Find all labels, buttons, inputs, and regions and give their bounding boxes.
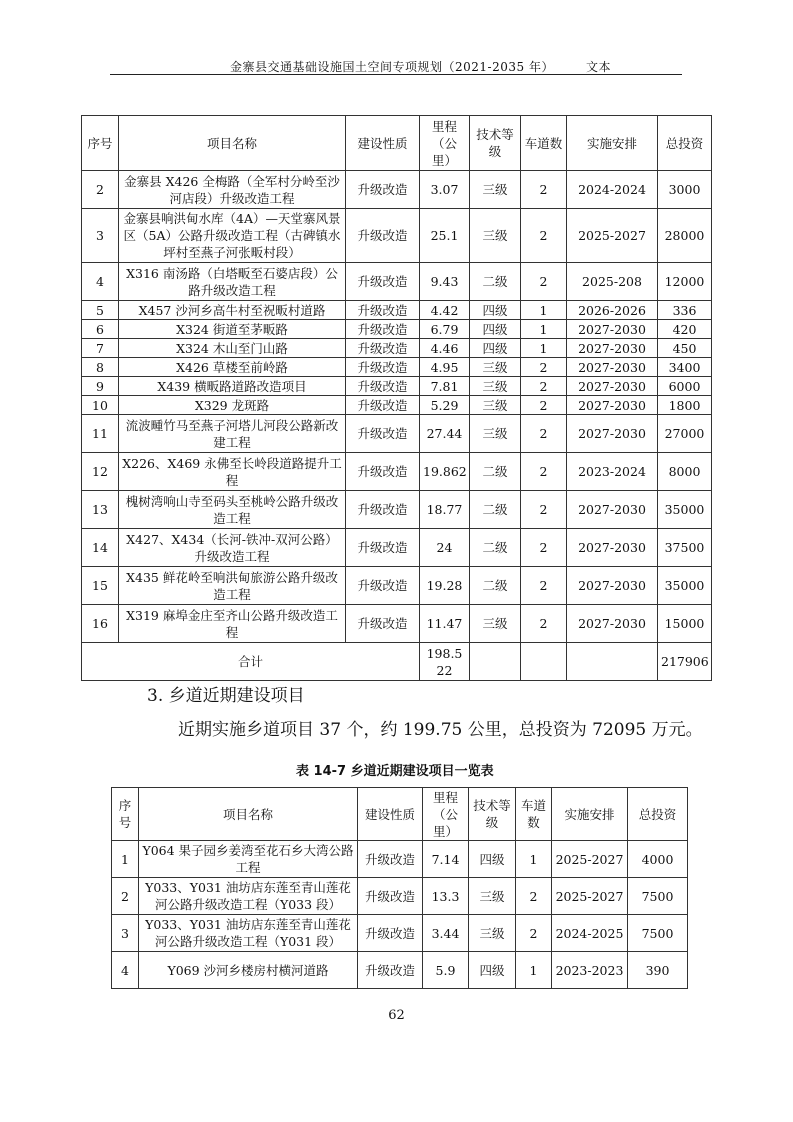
cell-lanes: 2: [521, 567, 567, 605]
cell-no: 4: [112, 952, 139, 989]
cell-type: 升级改造: [358, 841, 423, 878]
table-row: [82, 263, 712, 301]
cell-km: 5.29: [420, 396, 470, 415]
cell-km: 19.28: [420, 567, 470, 605]
cell-invest: 28000: [658, 209, 712, 263]
cell-grade: 四级: [469, 952, 516, 989]
header-doc-type: 文本: [585, 60, 611, 74]
cell-name: X226、X469 永佛至长岭段道路提升工程: [119, 453, 346, 491]
cell-type: 升级改造: [358, 915, 423, 952]
cell-km: 4.95: [420, 358, 470, 377]
township-road-projects-table: [111, 787, 688, 989]
cell-grade: 四级: [470, 339, 521, 358]
total-empty: [521, 643, 567, 681]
cell-schedule: 2027-2030: [567, 377, 658, 396]
cell-type: 升级改造: [346, 453, 420, 491]
cell-type: 升级改造: [346, 491, 420, 529]
cell-km: 6.79: [420, 320, 470, 339]
cell-grade: 二级: [470, 453, 521, 491]
table-row: [112, 878, 688, 915]
cell-grade: 三级: [470, 605, 521, 643]
table-row: [112, 841, 688, 878]
cell-schedule: 2027-2030: [567, 320, 658, 339]
cell-name: X426 草楼至前岭路: [119, 358, 346, 377]
cell-no: 12: [82, 453, 119, 491]
cell-grade: 二级: [470, 263, 521, 301]
cell-grade: 三级: [470, 171, 521, 209]
cell-no: 7: [82, 339, 119, 358]
cell-name: Y033、Y031 油坊店东莲至青山莲花河公路升级改造工程（Y031 段）: [139, 915, 358, 952]
column-header: 总投资: [628, 788, 688, 841]
cell-lanes: 2: [521, 453, 567, 491]
table2-body: [112, 841, 688, 989]
cell-lanes: 2: [516, 878, 552, 915]
table-row: [82, 320, 712, 339]
cell-schedule: 2024-2025: [552, 915, 628, 952]
cell-type: 升级改造: [346, 377, 420, 396]
cell-invest: 8000: [658, 453, 712, 491]
cell-km: 7.14: [423, 841, 469, 878]
table-row: [82, 415, 712, 453]
total-km: 198.522: [420, 643, 470, 681]
cell-km: 5.9: [423, 952, 469, 989]
column-header: 实施安排: [567, 116, 658, 171]
cell-name: X319 麻埠金庄至齐山公路升级改造工程: [119, 605, 346, 643]
cell-lanes: 2: [521, 358, 567, 377]
table2-header-row: [112, 788, 688, 841]
table-row: [82, 567, 712, 605]
page-number: 62: [388, 1008, 405, 1023]
cell-schedule: 2025-2027: [567, 209, 658, 263]
cell-lanes: 1: [521, 301, 567, 320]
cell-type: 升级改造: [358, 878, 423, 915]
cell-name: Y064 果子园乡姜湾至花石乡大湾公路工程: [139, 841, 358, 878]
table-row: [82, 301, 712, 320]
cell-name: 槐树湾响山寺至码头至桃岭公路升级改造工程: [119, 491, 346, 529]
table-row: [82, 396, 712, 415]
cell-type: 升级改造: [346, 320, 420, 339]
cell-lanes: 2: [521, 377, 567, 396]
cell-schedule: 2026-2026: [567, 301, 658, 320]
table-row: [82, 209, 712, 263]
column-header: 里程（公里）: [420, 116, 470, 171]
cell-invest: 336: [658, 301, 712, 320]
cell-name: X439 横畈路道路改造项目: [119, 377, 346, 396]
cell-invest: 4000: [628, 841, 688, 878]
cell-grade: 四级: [469, 841, 516, 878]
table-row: [82, 529, 712, 567]
cell-km: 4.46: [420, 339, 470, 358]
cell-type: 升级改造: [346, 171, 420, 209]
cell-type: 升级改造: [346, 415, 420, 453]
cell-lanes: 1: [516, 841, 552, 878]
column-header: 技术等级: [469, 788, 516, 841]
table-caption: 表 14-7 乡道近期建设项目一览表: [296, 764, 494, 779]
cell-km: 3.07: [420, 171, 470, 209]
column-header: 车道数: [521, 116, 567, 171]
table-row: [82, 339, 712, 358]
cell-invest: 7500: [628, 915, 688, 952]
cell-km: 11.47: [420, 605, 470, 643]
cell-no: 5: [82, 301, 119, 320]
header-title: 金寨县交通基础设施国土空间专项规划（2021-2035 年）: [230, 60, 554, 74]
table-row: [112, 952, 688, 989]
cell-lanes: 2: [521, 263, 567, 301]
cell-no: 3: [112, 915, 139, 952]
cell-km: 3.44: [423, 915, 469, 952]
cell-schedule: 2025-2027: [552, 841, 628, 878]
cell-type: 升级改造: [346, 209, 420, 263]
cell-type: 升级改造: [358, 952, 423, 989]
column-header: 建设性质: [358, 788, 423, 841]
cell-schedule: 2027-2030: [567, 415, 658, 453]
cell-no: 6: [82, 320, 119, 339]
cell-type: 升级改造: [346, 339, 420, 358]
cell-no: 3: [82, 209, 119, 263]
cell-invest: 12000: [658, 263, 712, 301]
cell-invest: 27000: [658, 415, 712, 453]
section-title: 3. 乡道近期建设项目: [147, 686, 305, 706]
summary-paragraph: 近期实施乡道项目 37 个，约 199.75 公里，总投资为 72095 万元。: [178, 720, 703, 740]
cell-lanes: 2: [516, 915, 552, 952]
cell-km: 18.77: [420, 491, 470, 529]
table-row: [82, 358, 712, 377]
cell-invest: 35000: [658, 567, 712, 605]
header-rule: [110, 74, 682, 75]
table-row: [82, 453, 712, 491]
cell-grade: 二级: [470, 529, 521, 567]
running-header: [230, 58, 611, 75]
cell-invest: 35000: [658, 491, 712, 529]
cell-name: X324 木山至门山路: [119, 339, 346, 358]
cell-type: 升级改造: [346, 529, 420, 567]
cell-schedule: 2027-2030: [567, 358, 658, 377]
cell-name: 流波畽竹马至燕子河塔儿河段公路新改建工程: [119, 415, 346, 453]
cell-name: X427、X434（长河-铁冲-双河公路）升级改造工程: [119, 529, 346, 567]
cell-name: X457 沙河乡高牛村至祝畈村道路: [119, 301, 346, 320]
cell-grade: 三级: [470, 377, 521, 396]
table-row: [112, 915, 688, 952]
cell-invest: 420: [658, 320, 712, 339]
cell-type: 升级改造: [346, 263, 420, 301]
total-empty: [470, 643, 521, 681]
cell-no: 1: [112, 841, 139, 878]
cell-no: 8: [82, 358, 119, 377]
cell-grade: 三级: [470, 358, 521, 377]
cell-km: 24: [420, 529, 470, 567]
column-header: 技术等级: [470, 116, 521, 171]
cell-lanes: 2: [521, 415, 567, 453]
cell-no: 4: [82, 263, 119, 301]
cell-lanes: 1: [521, 320, 567, 339]
table-row: [82, 171, 712, 209]
cell-lanes: 2: [521, 529, 567, 567]
cell-invest: 1800: [658, 396, 712, 415]
cell-invest: 390: [628, 952, 688, 989]
cell-km: 9.43: [420, 263, 470, 301]
cell-schedule: 2027-2030: [567, 529, 658, 567]
cell-no: 10: [82, 396, 119, 415]
cell-invest: 3000: [658, 171, 712, 209]
cell-type: 升级改造: [346, 358, 420, 377]
table-row: [82, 605, 712, 643]
cell-schedule: 2024-2024: [567, 171, 658, 209]
cell-grade: 三级: [469, 915, 516, 952]
cell-name: 金寨县响洪甸水库（4A）—天堂寨风景区（5A）公路升级改造工程（古碑镇水坪村至燕子河张畈村段）: [119, 209, 346, 263]
cell-no: 2: [112, 878, 139, 915]
cell-name: Y033、Y031 油坊店东莲至青山莲花河公路升级改造工程（Y033 段）: [139, 878, 358, 915]
cell-lanes: 2: [521, 491, 567, 529]
cell-grade: 四级: [470, 301, 521, 320]
cell-no: 2: [82, 171, 119, 209]
cell-km: 27.44: [420, 415, 470, 453]
cell-schedule: 2025-2027: [552, 878, 628, 915]
total-invest: 217906: [658, 643, 712, 681]
cell-invest: 450: [658, 339, 712, 358]
total-label: 合计: [82, 643, 420, 681]
column-header: 里程（公里）: [423, 788, 469, 841]
cell-lanes: 2: [521, 605, 567, 643]
cell-no: 11: [82, 415, 119, 453]
cell-lanes: 2: [521, 171, 567, 209]
column-header: 总投资: [658, 116, 712, 171]
cell-grade: 三级: [470, 396, 521, 415]
cell-name: X435 鲜花岭至响洪甸旅游公路升级改造工程: [119, 567, 346, 605]
cell-invest: 3400: [658, 358, 712, 377]
cell-km: 25.1: [420, 209, 470, 263]
cell-grade: 三级: [470, 209, 521, 263]
cell-grade: 三级: [470, 415, 521, 453]
table1-header-row: [82, 116, 712, 171]
table-row: [82, 377, 712, 396]
cell-km: 4.42: [420, 301, 470, 320]
cell-schedule: 2025-208: [567, 263, 658, 301]
cell-type: 升级改造: [346, 301, 420, 320]
column-header: 序号: [82, 116, 119, 171]
cell-no: 14: [82, 529, 119, 567]
cell-grade: 三级: [469, 878, 516, 915]
cell-invest: 37500: [658, 529, 712, 567]
cell-schedule: 2027-2030: [567, 491, 658, 529]
cell-no: 13: [82, 491, 119, 529]
county-road-projects-table: [81, 115, 712, 681]
column-header: 实施安排: [552, 788, 628, 841]
cell-schedule: 2027-2030: [567, 339, 658, 358]
cell-name: 金寨县 X426 全梅路（全军村分岭至沙河店段）升级改造工程: [119, 171, 346, 209]
total-empty: [567, 643, 658, 681]
cell-grade: 二级: [470, 567, 521, 605]
column-header: 序号: [112, 788, 139, 841]
table1-body: [82, 171, 712, 681]
cell-grade: 二级: [470, 491, 521, 529]
total-row: [82, 643, 712, 681]
cell-km: 19.862: [420, 453, 470, 491]
cell-no: 9: [82, 377, 119, 396]
cell-lanes: 1: [516, 952, 552, 989]
cell-type: 升级改造: [346, 605, 420, 643]
cell-invest: 7500: [628, 878, 688, 915]
cell-name: Y069 沙河乡楼房村横河道路: [139, 952, 358, 989]
cell-invest: 6000: [658, 377, 712, 396]
cell-invest: 15000: [658, 605, 712, 643]
cell-type: 升级改造: [346, 567, 420, 605]
cell-name: X329 龙斑路: [119, 396, 346, 415]
cell-name: X316 南汤路（白塔畈至石婆店段）公路升级改造工程: [119, 263, 346, 301]
cell-schedule: 2023-2023: [552, 952, 628, 989]
cell-km: 13.3: [423, 878, 469, 915]
cell-schedule: 2023-2024: [567, 453, 658, 491]
cell-lanes: 2: [521, 209, 567, 263]
cell-schedule: 2027-2030: [567, 605, 658, 643]
column-header: 项目名称: [119, 116, 346, 171]
column-header: 建设性质: [346, 116, 420, 171]
cell-lanes: 1: [521, 339, 567, 358]
cell-no: 15: [82, 567, 119, 605]
cell-grade: 四级: [470, 320, 521, 339]
column-header: 车道数: [516, 788, 552, 841]
cell-schedule: 2027-2030: [567, 396, 658, 415]
cell-no: 16: [82, 605, 119, 643]
column-header: 项目名称: [139, 788, 358, 841]
cell-schedule: 2027-2030: [567, 567, 658, 605]
cell-type: 升级改造: [346, 396, 420, 415]
cell-km: 7.81: [420, 377, 470, 396]
cell-lanes: 2: [521, 396, 567, 415]
table-row: [82, 491, 712, 529]
cell-name: X324 街道至茅畈路: [119, 320, 346, 339]
